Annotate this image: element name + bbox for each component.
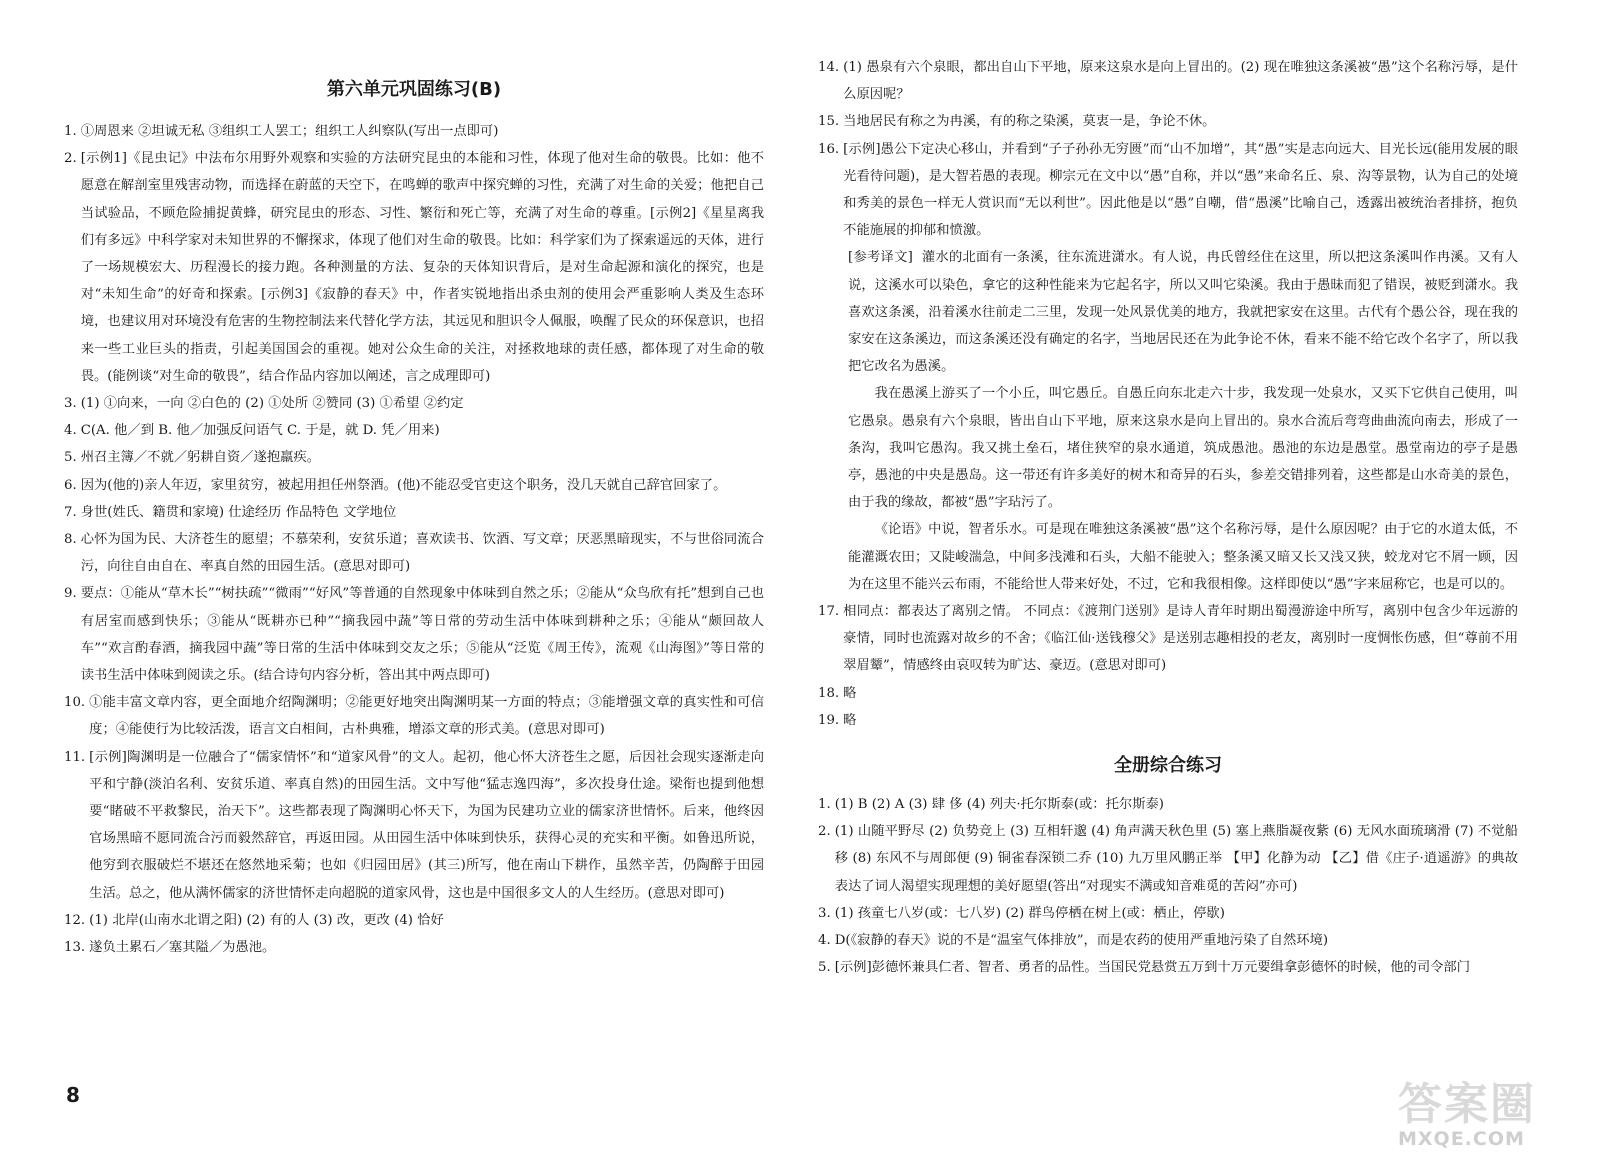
reference-label: [参考译文] [848,250,913,266]
answer-text: (1) 孩童七八岁(或：七八岁) (2) 群鸟停栖在树上(或：栖止，停歇) [834,905,1225,921]
answer-number: 16. [818,141,840,157]
answer-text: ①周恩来 ②坦诚无私 ③组织工人罢工；组织工人纠察队(写出一点即可) [80,124,499,139]
answer-number: 1. [64,124,77,139]
answer-text: 心怀为国为民、大济苍生的愿望；不慕荣利，安贫乐道；喜欢读书、饮酒、写文章；厌恶黑暗现实，不与世俗同流合污，向往自由自在、率真自然的田园生活。(意思对即可) [80,532,764,575]
answer-number: 9. [64,586,77,602]
watermark-logo [1398,1079,1590,1154]
answer-item [818,598,1518,680]
answer-item [64,526,764,580]
answer-text: 相同点：都表达了离别之情。 不同点：《渡荆门送别》是诗人青年时期出蜀漫游途中所写，离别中包含少年远游的豪情，同时也流露对故乡的不舍；《临江仙·送钱穆父》是送别志趣相投的老友，离别时一度惆怅伤感，但“尊前不用翠眉颦”，情感终由哀叹转为旷达、豪迈。(意思对即可) [843,604,1518,674]
answer-text: C(A. 他／到 B. 他／加强反问语气 C. 于是，就 D. 凭／用来) [80,423,440,439]
answer-text: (1) 山随平野尽 (2) 负势竞上 (3) 互相轩邈 (4) 角声满天秋色里 (5) 塞上燕脂凝夜紫 (6) 无风水面琉璃滑 (7) 不觉船移 (8) 东风不与周郎便 (9) 铜雀春深锁二乔 (10) 九万里风鹏正举 【甲】化静为动 【乙】借《庄子·逍遥游》的典故表达了词人渴望实现理想的美好愿望(答出“对现实不满或知音难觅的苦闷”亦可) [834,824,1518,894]
watermark-text-en: MXQE.COM [1398,1128,1525,1150]
watermark-text-cn: 答案圈 [1398,1079,1536,1130]
answer-text: [示例]彭德怀兼具仁者、智者、勇者的品性。当国民党悬赏五万到十万元要缉拿彭德怀的时候，他的司令部门 [834,960,1471,976]
section-title-unit-six: 第六单元巩固练习(B) [326,79,502,100]
left-column [64,0,764,961]
answer-item [64,907,764,934]
section-title-comprehensive: 全册综合练习 [1114,755,1222,777]
answer-number: 4. [64,423,77,439]
answer-text: 遂负土累石／塞其隘／为愚池。 [89,940,276,956]
answer-number: 2. [818,824,831,840]
right-answer-list-top [818,54,1518,244]
answer-number: 2. [64,151,77,167]
answer-text: 要点：①能从“草木长”“树扶疏”“微雨”“好风”等普通的自然现象中体味到自然之乐；②能从“众鸟欣有托”想到自己也有居室而感到快乐；③能从“既耕亦已种”“摘我园中蔬”等日常的劳动生活中体味到耕种之乐；④能从“颇回故人车”“欢言酌春酒，摘我园中蔬”等日常的生活中体味到交友之乐；⑤能从“泛览《周王传》，流观《山海图》”等日常的读书生活中体味到阅读之乐。(结合诗句内容分析，答出其中两点即可) [80,586,764,684]
answer-number: 19. [818,712,840,728]
answer-text: 因为(他的)亲人年迈，家里贫穷，被起用担任州祭酒。(他)不能忍受官吏这个职务，没几天就自己辞官回家了。 [80,477,727,493]
answer-text: 州召主簿／不就／躬耕自资／遂抱羸疾。 [80,450,321,466]
answer-item [64,444,764,471]
answer-item [818,791,1518,818]
answer-number: 6. [64,477,77,493]
right-column [818,0,1518,982]
answer-number: 1. [818,797,831,813]
answer-number: 13. [64,940,86,956]
answer-text: 略 [843,712,857,728]
answer-item [818,927,1518,954]
answer-text: (1) 愚泉有六个泉眼，都出自山下平地，原来这泉水是向上冒出的。(2) 现在唯独这条溪被“愚”这个名称污辱，是什么原因呢？ [843,60,1518,103]
reference-translation [818,244,1518,598]
answer-item [64,390,764,417]
answer-number: 14. [818,60,840,75]
answer-number: 11. [64,749,86,765]
answer-item [64,145,764,390]
answer-number: 3. [64,396,77,412]
answer-text: D(《寂静的春天》说的不是“温室气体排放”，而是农药的使用严重地污染了自然环境) [834,933,1329,949]
page-number: 8 [66,1083,80,1107]
answer-item [818,954,1518,981]
answer-item [818,108,1518,135]
answer-text: (1) ①向来，一向 ②白色的 (2) ①处所 ②赞同 (3) ①希望 ②约定 [80,396,464,412]
answer-text: [示例]陶渊明是一位融合了“儒家情怀”和“道家风骨”的文人。起初，他心怀大济苍生之愿，后因社会现实逐渐走向平和宁静(淡泊名利、安贫乐道、率真自然)的田园生活。文中写他“猛志逸四海”，多次投身仕途。梁衔也提到他想要“睹破不平救黎民，治天下”。这些都表现了陶渊明心怀天下，为国为民建功立业的儒家济世情怀。后来，他终因官场黑暗不愿同流合污而毅然辞官，再返田园。从田园生活中体味到快乐，获得心灵的充实和平衡。如鲁迅所说，他穷到衣服破烂不堪还在悠然地采菊；也如《归园田居》(其三)所写，他在南山下耕作，虽然辛苦，仍陶醉于田园生活。总之，他从满怀儒家的济世情怀走向超脱的道家风骨，这也是中国很多文人的人生经历。(意思对即可) [89,749,764,901]
answer-number: 5. [64,450,77,466]
answer-item [64,744,764,907]
answer-item [64,118,764,145]
answer-text: 当地居民有称之为冉溪，有的称之染溪，莫衷一是，争论不休。 [843,114,1216,130]
right-answer-list-bottom [818,598,1518,734]
reference-paragraph-1 [848,244,1518,380]
answer-item [64,499,764,526]
answer-item [64,934,764,961]
answer-number: 10. [64,695,86,711]
answer-number: 17. [818,604,840,620]
answer-number: 12. [64,912,86,928]
answer-number: 18. [818,685,840,701]
answer-item [64,417,764,444]
answer-number: 15. [818,114,840,130]
answer-text: (1) 北岸(山南水北谓之阳) (2) 有的人 (3) 改，更改 (4) 恰好 [89,912,444,928]
reference-paragraph-3: 《论语》中说，智者乐水。可是现在唯独这条溪被“愚”这个名称污辱，是什么原因呢？由于它的水道太低，不能灌溉农田；又陡峻湍急，中间多浅滩和石头，大船不能驶入；整条溪又暗又长又浅又狭，蛟龙对它不屑一顾，因为在这里不能兴云布雨，不能给世人带来好处，不过，它和我很相像。这样即使以“愚”字来屈称它，也是可以的。 [848,522,1518,592]
answer-text: 略 [843,685,857,701]
answer-item [818,707,1518,734]
answer-text: (1) B (2) A (3) 肆 侈 (4) 列夫·托尔斯泰(或：托尔斯泰) [834,797,1164,813]
answer-item [818,900,1518,927]
answer-number: 3. [818,905,831,921]
answer-item [818,818,1518,900]
answer-item [64,580,764,689]
answer-text: ①能丰富文章内容，更全面地介绍陶渊明；②能更好地突出陶渊明某一方面的特点；③能增强文章的真实性和可信度；④能使行为比较活泼，语言文白相间，古朴典雅，增添文章的形式美。(意思对即可) [89,695,764,738]
reference-paragraph-2: 我在愚溪上游买了一个小丘，叫它愚丘。自愚丘向东北走六十步，我发现一处泉水，又买下它供自己使用，叫它愚泉。愚泉有六个泉眼，皆出自山下平地，原来这泉水是向上冒出的。泉水合流后弯弯曲曲流向南去，形成了一条沟，我叫它愚沟。我又挑土垒石，堵住狭窄的泉水通道，筑成愚池。愚池的东边是愚堂。愚堂南边的亭子是愚亭，愚池的中央是愚岛。这一带还有许多美好的树木和奇异的石头，参差交错排列着，这些都是山水奇美的景色，由于我的缘故，都被“愚”字玷污了。 [848,386,1518,511]
answer-number: 4. [818,933,831,949]
answer-item [818,54,1518,108]
answer-text: [示例]愚公下定决心移山，并看到“子子孙孙无穷匮”而“山不加增”，其“愚”实是志向远大、目光长远(能用发展的眼光看待问题)，是大智若愚的表现。柳宗元在文中以“愚”自称，并以“愚”来命名丘、泉、沟等景物，认为自己的处境和秀美的景色一样无人赏识而“无以利世”。因此他是以“愚”自嘲，借“愚溪”比喻自己，透露出被统治者排挤，抱负不能施展的抑郁和愤激。 [843,141,1518,239]
answer-item [818,680,1518,707]
answer-item [64,689,764,743]
left-answer-list [64,118,764,961]
answer-text: 身世(姓氏、籍贯和家境) 仕途经历 作品特色 文学地位 [80,504,397,520]
answer-number: 8. [64,532,77,548]
comprehensive-answer-list [818,791,1518,981]
answer-number: 7. [64,504,77,520]
answer-text: [示例1]《昆虫记》中法布尔用野外观察和实验的方法研究昆虫的本能和习性，体现了他对生命的敬畏。比如：他不愿意在解剖室里残害动物，而选择在蔚蓝的天空下，在鸣蝉的歌声中探究蝉的习性，充满了对生命的关爱；他把自己当试验品，不顾危险捕捉黄蜂，研究昆虫的形态、习性、繁衍和死亡等，充满了对生命的尊重。[示例2]《星星离我们有多远》中科学家对未知世界的不懈探求，体现了他们对生命的敬畏。比如：科学家们为了探索遥远的天体，进行了一场规模宏大、历程漫长的接力跑。各种测量的方法、复杂的天体知识背后，是对生命起源和演化的探究，也是对“未知生命”的好奇和探索。[示例3]《寂静的春天》中，作者实锐地指出杀虫剂的使用会严重影响人类及生态环境，也建议用对环境没有危害的生物控制法来代替化学方法，其远见和胆识令人佩服，唤醒了民众的环保意识，也招来一些工业巨头的指责，引起美国国会的重视。她对公众生命的关注，对拯救地球的责任感，都体现了对生命的敬畏。(能例谈“对生命的敬畏”，结合作品内容加以阐述，言之成理即可) [80,151,764,384]
answer-number: 5. [818,960,831,976]
answer-item [818,136,1518,245]
answer-item [64,472,764,499]
reference-text-1: 灌水的北面有一条溪，往东流进潇水。有人说，冉氏曾经住在这里，所以把这条溪叫作冉溪。又有人说，这溪水可以染色，拿它的这种性能来为它起名字，所以又叫它染溪。我由于愚昧而犯了错误，被贬到潇水。我喜欢这条溪，沿着溪水往前走二三里，发现一处风景优美的地方，我就把家安在这里。古代有个愚公谷，现在我的家安在这条溪边，而这条溪还没有确定的名字，当地居民还在为此争论不休，看来不能不给它改个名字了，所以我把它改名为愚溪。 [848,250,1518,375]
